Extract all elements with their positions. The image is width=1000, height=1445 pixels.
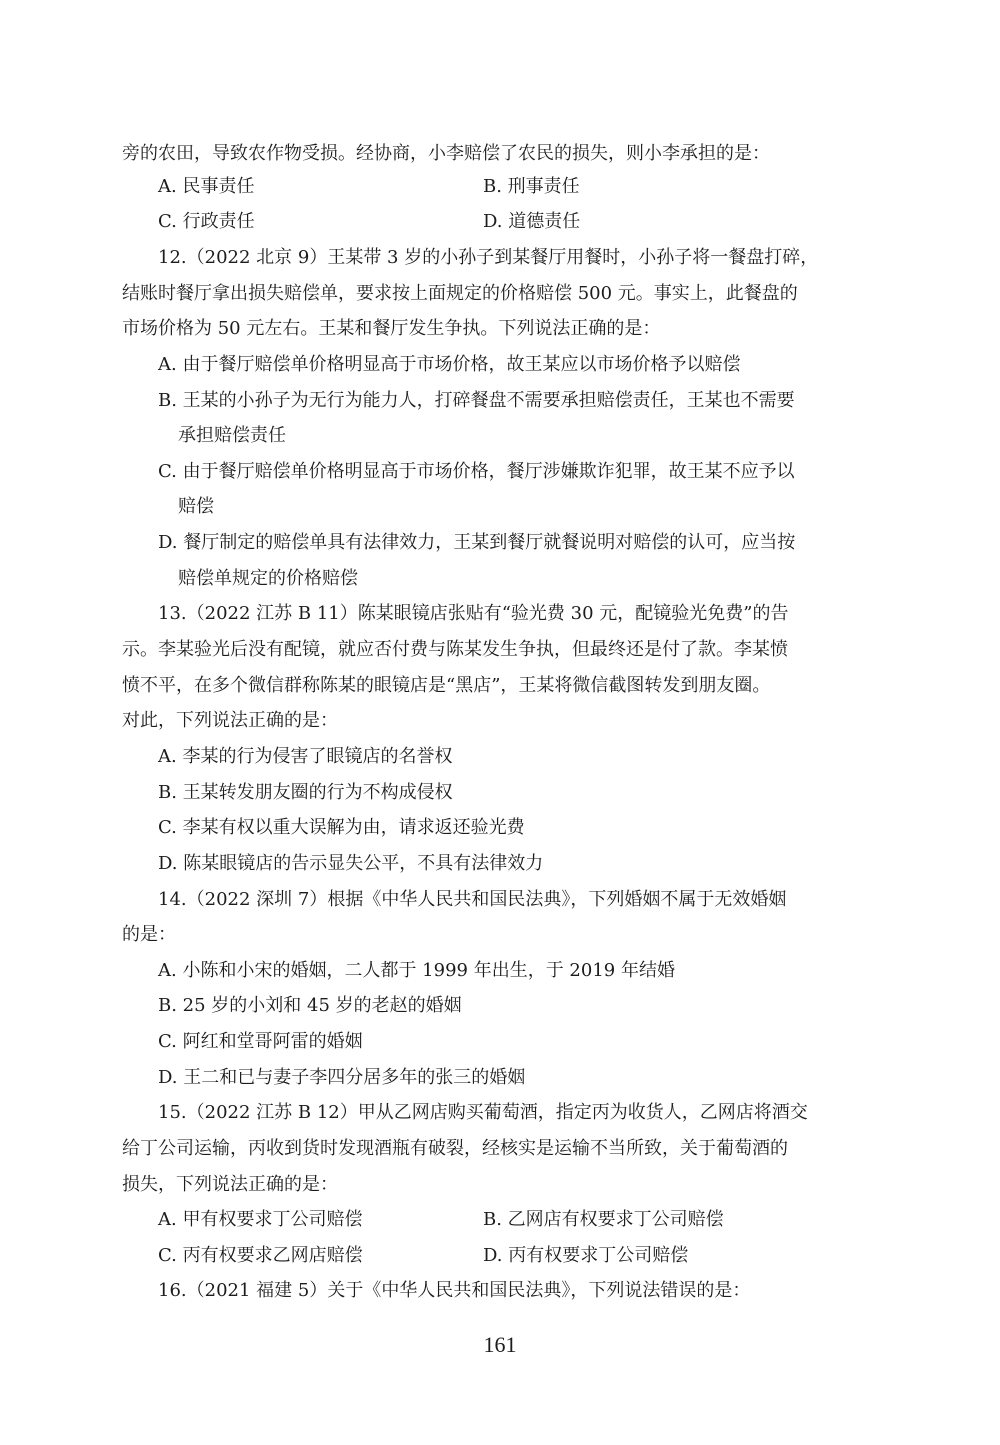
q11-stem-continuation: 旁的农田，导致农作物受损。经协商，小李赔偿了农民的损失，则小李承担的是：	[122, 143, 770, 164]
q15-option-d: D. 丙有权要求丁公司赔偿	[483, 1245, 689, 1266]
q15-stem-line: 损失，下列说法正确的是：	[122, 1174, 338, 1195]
q13-stem-line: 示。李某验光后没有配镜，就应否付费与陈某发生争执，但最终还是付了款。李某愤	[122, 639, 788, 660]
q12-option-c: C. 由于餐厅赔偿单价格明显高于市场价格，餐厅涉嫌欺诈犯罪，故王某不应予以	[158, 461, 795, 482]
q13-option-b: B. 王某转发朋友圈的行为不构成侵权	[158, 782, 453, 803]
q11-option-a: A. 民事责任	[158, 176, 255, 197]
q12-stem-line: 结账时餐厅拿出损失赔偿单，要求按上面规定的价格赔偿 500 元。事实上，此餐盘的	[122, 283, 798, 304]
q12-option-b: B. 王某的小孙子为无行为能力人，打碎餐盘不需要承担赔偿责任，王某也不需要	[158, 390, 795, 411]
q15-stem-line: 给丁公司运输，丙收到货时发现酒瓶有破裂，经核实是运输不当所致，关于葡萄酒的	[122, 1138, 788, 1159]
q12-stem-line: 市场价格为 50 元左右。王某和餐厅发生争执。下列说法正确的是：	[122, 318, 661, 339]
q14-option-b: B. 25 岁的小刘和 45 岁的老赵的婚姻	[158, 995, 462, 1016]
q12-option-d: D. 餐厅制定的赔偿单具有法律效力，王某到餐厅就餐说明对赔偿的认可，应当按	[158, 532, 796, 553]
q14-option-c: C. 阿红和堂哥阿雷的婚姻	[158, 1031, 363, 1052]
q12-option-c-cont: 赔偿	[178, 496, 214, 517]
q13-option-a: A. 李某的行为侵害了眼镜店的名誉权	[158, 746, 453, 767]
q14-option-d: D. 王二和已与妻子李四分居多年的张三的婚姻	[158, 1067, 526, 1088]
q14-stem-line: 14.（2022 深圳 7）根据《中华人民共和国民法典》，下列婚姻不属于无效婚姻	[158, 889, 787, 910]
q15-option-b: B. 乙网店有权要求丁公司赔偿	[483, 1209, 724, 1230]
q14-option-a: A. 小陈和小宋的婚姻，二人都于 1999 年出生，于 2019 年结婚	[158, 960, 675, 981]
q13-option-c: C. 李某有权以重大误解为由，请求返还验光费	[158, 817, 525, 838]
page-number: 161	[483, 1332, 517, 1357]
q11-option-d: D. 道德责任	[483, 211, 581, 232]
q14-stem-line: 的是：	[122, 924, 176, 945]
q12-option-a: A. 由于餐厅赔偿单价格明显高于市场价格，故王某应以市场价格予以赔偿	[158, 354, 741, 375]
q12-option-b-cont: 承担赔偿责任	[178, 425, 286, 446]
q15-option-a: A. 甲有权要求丁公司赔偿	[158, 1209, 363, 1230]
q16-stem-line: 16.（2021 福建 5）关于《中华人民共和国民法典》，下列说法错误的是：	[158, 1280, 751, 1301]
q12-stem-line: 12.（2022 北京 9）王某带 3 岁的小孙子到某餐厅用餐时，小孙子将一餐盘打碎，	[158, 247, 819, 268]
q12-option-d-cont: 赔偿单规定的价格赔偿	[178, 568, 358, 589]
q13-stem-line: 愤不平，在多个微信群称陈某的眼镜店是“黑店”，王某将微信截图转发到朋友圈。	[122, 675, 771, 696]
q15-option-c: C. 丙有权要求乙网店赔偿	[158, 1245, 363, 1266]
q11-option-b: B. 刑事责任	[483, 176, 580, 197]
q13-option-d: D. 陈某眼镜店的告示显失公平，不具有法律效力	[158, 853, 544, 874]
q13-stem-line: 13.（2022 江苏 B 11）陈某眼镜店张贴有“验光费 30 元，配镜验光免费”的告	[158, 603, 789, 624]
q15-stem-line: 15.（2022 江苏 B 12）甲从乙网店购买葡萄酒，指定丙为收货人，乙网店将酒交	[158, 1102, 808, 1123]
q13-stem-line: 对此，下列说法正确的是：	[122, 710, 338, 731]
q11-option-c: C. 行政责任	[158, 211, 255, 232]
